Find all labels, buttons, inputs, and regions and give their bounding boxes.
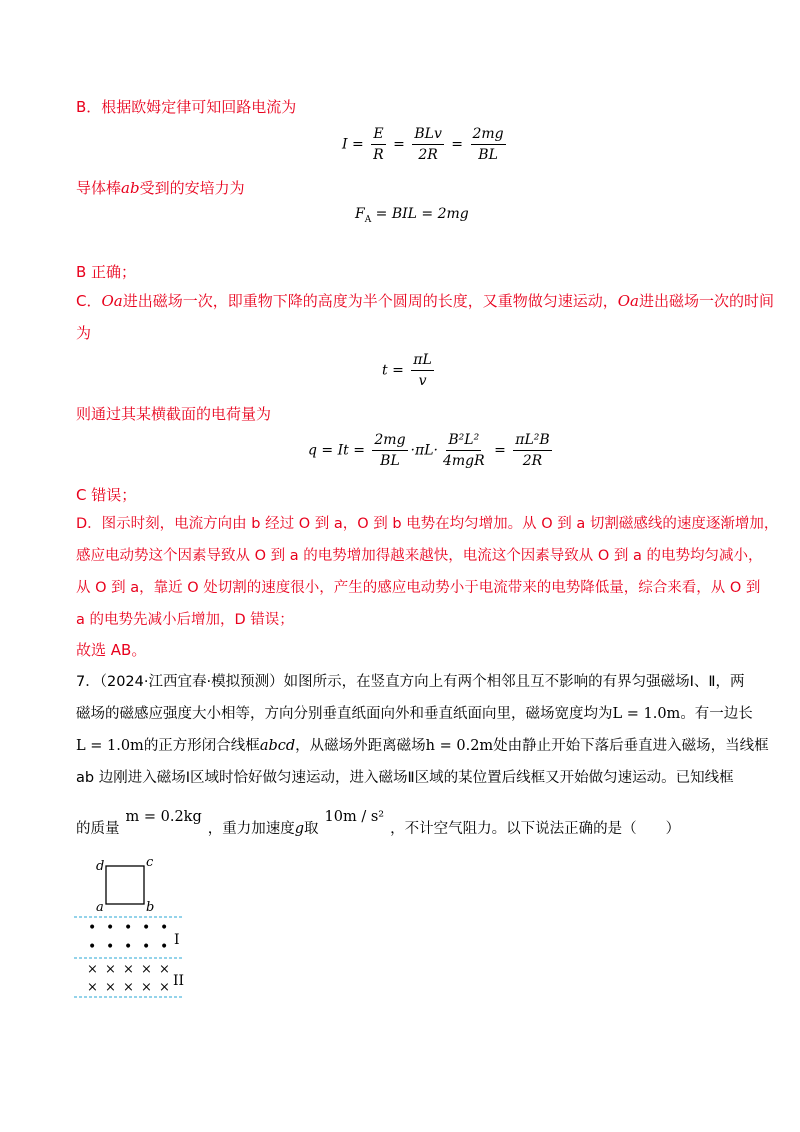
option-c-line1 [76, 290, 775, 312]
label-c: c [146, 855, 154, 870]
eq-rhs: = BIL = 2mg [375, 206, 469, 222]
text: 进出磁场一次的时间 [639, 292, 775, 310]
text: 的正方形闭合线框 [143, 738, 260, 754]
fraction [371, 126, 386, 163]
frac-num: B²L² [446, 432, 481, 451]
dot-symbol: • [124, 939, 133, 955]
magnetic-field-figure [60, 852, 210, 1012]
cross-symbol: × [159, 980, 170, 995]
frac-den: 2R [522, 453, 543, 469]
charge-intro: 则通过其某横截面的电荷量为 [76, 405, 272, 423]
text: 受到的安培力为 [139, 179, 245, 197]
field-out-of-page-dots [88, 920, 168, 955]
equation-charge: q = It = $\frac{2mg}{BL}$ ·πL· $\frac{\text{B²L²}}{\text{4mgR}}$ = $\frac{\text{πL²B}}{2R}$ [308, 432, 550, 469]
equation-time: t = $\frac{\pi L}{v}$ [382, 352, 432, 389]
frac-num: πL [411, 352, 434, 371]
inline-equation: h = 0.2m [425, 738, 494, 754]
eq-var: I [342, 136, 348, 153]
question-number: 7． [76, 674, 100, 690]
eq-lhs: q = It = [308, 442, 365, 459]
text: ，重力加速度 [207, 821, 295, 837]
option-d-line2: 感应电动势这个因素导致从 O 到 a 的电势增加得越来越快，电流这个因素导致从 O 到 a 的电势均匀减小， [76, 548, 763, 564]
label-d: d [96, 859, 105, 874]
option-c-line2: 为 [76, 324, 92, 342]
frac-num: 2mg [471, 126, 506, 145]
frac-den: 4mgR [442, 453, 485, 469]
question-line4: ab 边刚进入磁场Ⅰ区域时恰好做匀速运动，进入磁场Ⅱ区域的某位置后线框又开始做匀速运动。已知线框 [76, 770, 734, 786]
text: 。有一边长 [680, 706, 753, 722]
fraction [513, 432, 551, 469]
frac-den: R [373, 147, 384, 163]
cross-symbol: × [105, 980, 116, 995]
cross-symbol: × [87, 980, 98, 995]
inline-equation: L = 1.0m [612, 706, 681, 722]
square-loop [106, 866, 144, 904]
cross-symbol: × [141, 980, 152, 995]
region-label-2: II [173, 973, 185, 989]
var-ab: ab [121, 179, 140, 197]
eq-mid: ·πL· [410, 442, 438, 459]
text: 的质量 [76, 821, 120, 837]
text: 如图所示，在竖直方向上有两个相邻且互不影响的有界匀强磁场Ⅰ、Ⅱ，两 [283, 674, 745, 690]
frac-num: E [371, 126, 385, 145]
dot-symbol: • [160, 939, 169, 955]
fraction [411, 352, 434, 389]
region-label-1: I [174, 932, 180, 948]
text: 导体棒 [76, 179, 122, 197]
equation-current: I = $\frac{E}{R}$ = $\frac{\text{BLv}}{2R}$ = $\frac{2mg}{BL}$ [342, 126, 504, 163]
dot-symbol: • [88, 920, 97, 936]
fraction [441, 432, 487, 469]
var-abcd: abcd [259, 738, 296, 754]
cross-symbol: × [87, 962, 98, 977]
option-d-line1: D．图示时刻，电流方向由 b 经过 O 到 a，O 到 b 电势在均匀增加。从 O 到 a 切割磁感线的速度逐渐增加， [76, 516, 779, 532]
field-into-page-crosses [87, 962, 170, 995]
dot-symbol: • [124, 920, 133, 936]
question-source: （2024·江西宜春·模拟预测） [99, 674, 284, 690]
text: ，不计空气阻力。以下说法正确的是（ ） [390, 821, 681, 837]
question-line3 [76, 735, 769, 757]
inline-equation: m = 0.2kg [125, 809, 202, 825]
force-intro [76, 177, 736, 199]
question-line1 [76, 671, 745, 693]
text: C． [76, 292, 102, 310]
fraction [372, 432, 407, 469]
fraction [412, 126, 444, 163]
var-oa: Oa [101, 292, 123, 310]
eq-var: t [382, 362, 388, 379]
cross-symbol: × [159, 962, 170, 977]
dot-symbol: • [142, 939, 151, 955]
fraction [471, 126, 506, 163]
option-c-conclusion: C 错误； [76, 486, 137, 504]
dot-symbol: • [88, 939, 97, 955]
cross-symbol: × [141, 962, 152, 977]
option-b-conclusion: B 正确； [76, 263, 137, 281]
option-d-line3: 从 O 到 a，靠近 O 处切割的速度很小，产生的感应电动势小于电流带来的电势降低量，综合来看，从 O 到 [76, 580, 761, 596]
text: 处由静止开始下落后垂直进入磁场，当线框 [493, 738, 769, 754]
dot-symbol: • [106, 939, 115, 955]
frac-den: BL [380, 453, 400, 469]
question-line2 [76, 703, 753, 725]
text: ，从磁场外距离磁场 [295, 738, 426, 754]
dot-symbol: • [142, 920, 151, 936]
var-g: g [294, 821, 305, 837]
cross-symbol: × [123, 962, 134, 977]
eq-var: F [355, 206, 365, 222]
label-b: b [146, 900, 155, 915]
frac-den: BL [478, 147, 498, 163]
inline-equation: 10m / s² [324, 809, 385, 825]
var-oa: Oa [617, 292, 639, 310]
inline-equation: L = 1.0m [76, 738, 144, 754]
frac-den: 2R [418, 147, 438, 163]
option-d-line4: a 的电势先减小后增加，D 错误； [76, 612, 294, 628]
answer-line: 故选 AB。 [76, 641, 147, 659]
eq-sub: A [364, 214, 372, 225]
frac-num: BLv [412, 126, 444, 145]
text: 取 [304, 821, 319, 837]
dot-symbol: • [106, 920, 115, 936]
frac-num: πL²B [513, 432, 551, 451]
text: 磁场的磁感应强度大小相等，方向分别垂直纸面向外和垂直纸面向里，磁场宽度均为 [76, 706, 613, 722]
label-a: a [96, 900, 104, 915]
cross-symbol: × [123, 980, 134, 995]
question-line5 [76, 809, 736, 848]
equation-force [355, 206, 469, 225]
text: 进出磁场一次，即重物下降的高度为半个圆周的长度，又重物做匀速运动， [122, 292, 618, 310]
option-b-intro: B．根据欧姆定律可知回路电流为 [76, 98, 297, 116]
frac-num: 2mg [372, 432, 407, 451]
cross-symbol: × [105, 962, 116, 977]
dot-symbol: • [160, 920, 169, 936]
frac-den: v [418, 373, 427, 389]
